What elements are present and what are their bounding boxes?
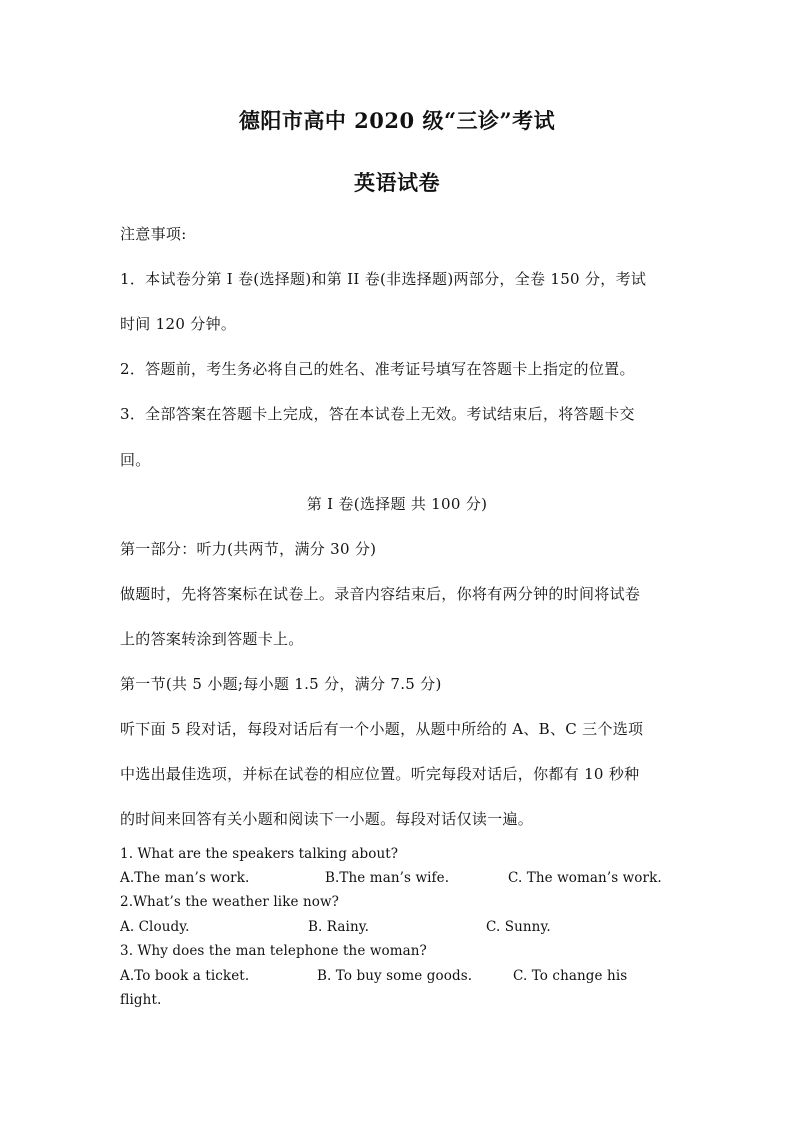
exam-subtitle: 英语试卷 — [354, 170, 440, 195]
subsection-instruction-line-1: 听下面 5 段对话，每段对话后有一个小题，从题中所给的 A、B、C 三个选项 — [120, 720, 644, 738]
question-2-option-a: A. Cloudy. — [120, 919, 190, 935]
notice-heading: 注意事项: — [120, 225, 187, 243]
notice-item-3-line-1: 3．全部答案在答题卡上完成，答在本试卷上无效。考试结束后，将答题卡交 — [120, 405, 635, 423]
question-3-stem: 3. Why does the man telephone the woman? — [120, 943, 427, 959]
question-3-option-c: C. To change his — [513, 968, 628, 984]
question-1-option-b: B.The man’s wife. — [325, 870, 450, 886]
question-1-option-a: A.The man’s work. — [120, 870, 250, 886]
part-title: 第一部分：听力(共两节，满分 30 分) — [120, 540, 377, 558]
question-3-option-a: A.To book a ticket. — [120, 968, 250, 984]
notice-item-1-line-2: 时间 120 分钟。 — [120, 315, 237, 333]
subsection-title: 第一节(共 5 小题;每小题 1.5 分，满分 7.5 分) — [120, 675, 442, 693]
question-3-option-b: B. To buy some goods. — [317, 968, 473, 984]
question-1-stem: 1. What are the speakers talking about? — [120, 846, 399, 862]
question-2-option-c: C. Sunny. — [486, 919, 551, 935]
notice-item-1-line-1: 1．本试卷分第 I 卷(选择题)和第 II 卷(非选择题)两部分，全卷 150 分，考试 — [120, 270, 647, 288]
subsection-instruction-line-3: 的时间来回答有关小题和阅读下一小题。每段对话仅读一遍。 — [120, 810, 534, 828]
notice-item-3-line-2: 回。 — [120, 451, 151, 469]
part-instruction-line-2: 上的答案转涂到答题卡上。 — [120, 630, 304, 648]
subsection-instruction-line-2: 中选出最佳选项，并标在试卷的相应位置。听完每段对话后，你都有 10 秒种 — [120, 765, 640, 783]
question-2-option-b: B. Rainy. — [308, 919, 370, 935]
notice-item-2: 2．答题前，考生务必将自己的姓名、准考证号填写在答题卡上指定的位置。 — [120, 360, 635, 378]
question-3-option-c-continued: flight. — [120, 992, 162, 1008]
question-1-option-c: C. The woman’s work. — [508, 870, 662, 886]
exam-title: 德阳市高中 2020 级“三诊”考试 — [238, 108, 556, 133]
question-2-stem: 2.What’s the weather like now? — [120, 894, 339, 910]
part-instruction-line-1: 做题时，先将答案标在试卷上。录音内容结束后，你将有两分钟的时间将试卷 — [120, 585, 641, 603]
volume-title: 第 I 卷(选择题 共 100 分) — [306, 495, 488, 513]
